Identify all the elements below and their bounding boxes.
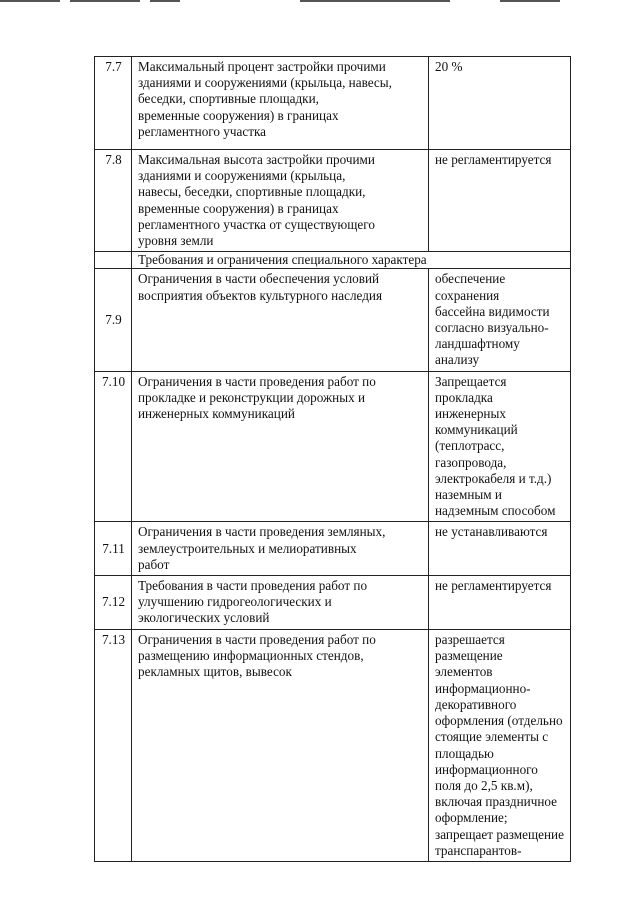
table-row xyxy=(95,150,571,252)
requirement-description xyxy=(132,630,429,862)
requirement-description xyxy=(132,150,429,252)
value-line: обеспечение xyxy=(435,271,506,287)
description-line: Ограничения в части проведения земляных, xyxy=(138,524,386,540)
requirement-description xyxy=(132,269,429,371)
value-line: размещение xyxy=(435,648,503,664)
value-line: транспарантов- xyxy=(435,842,522,858)
requirement-description xyxy=(132,576,429,630)
row-number: 7.10 xyxy=(95,371,132,522)
table-row xyxy=(95,57,571,150)
scan-edge-mark xyxy=(500,0,560,2)
scan-edge-mark xyxy=(300,0,450,2)
description-line: экологических условий xyxy=(138,610,270,626)
value-line: бассейна видимости xyxy=(435,303,550,319)
value-line: стоящие элементы с xyxy=(435,729,549,745)
row-number: 7.12 xyxy=(95,576,132,630)
table-row xyxy=(95,576,571,630)
row-number: 7.7 xyxy=(95,57,132,150)
row-number: 7.9 xyxy=(95,269,132,371)
description-line: работ xyxy=(138,556,170,572)
scan-edge-mark xyxy=(0,0,60,2)
value-line: газопровода, xyxy=(435,454,507,470)
value-line: оформление; xyxy=(435,810,508,826)
description-line: беседки, спортивные площадки, xyxy=(138,91,319,107)
table-row xyxy=(95,522,571,576)
value-line: сохранения xyxy=(435,287,500,303)
requirement-description xyxy=(132,522,429,576)
description-line: размещению информационных стендов, xyxy=(138,648,364,664)
requirement-value xyxy=(429,57,571,150)
value-line: информационного xyxy=(435,761,538,777)
regulations-table-body xyxy=(95,57,571,862)
requirement-value xyxy=(429,576,571,630)
value-line: Запрещается xyxy=(435,373,507,389)
description-line: Максимальный процент застройки прочими xyxy=(138,59,386,74)
value-line: не регламентируется xyxy=(435,152,552,167)
value-line: 20 % xyxy=(435,59,463,74)
value-line: элементов xyxy=(435,664,493,680)
table-row xyxy=(95,371,571,522)
requirement-value xyxy=(429,150,571,252)
description-line: инженерных коммуникаций xyxy=(138,406,295,422)
requirement-value xyxy=(429,522,571,576)
table-row xyxy=(95,269,571,371)
value-line: наземным и xyxy=(435,487,502,503)
value-line: не регламентируется xyxy=(435,578,552,594)
table-row xyxy=(95,630,571,862)
description-line: Максимальная высота застройки прочими xyxy=(138,152,375,167)
value-line: не устанавливаются xyxy=(435,524,548,540)
description-line: Ограничения в части обеспечения условий xyxy=(138,271,380,287)
value-line: прокладка xyxy=(435,389,493,405)
description-line: зданиями и сооружениями (крыльца, xyxy=(138,168,346,184)
description-line: зданиями и сооружениями (крыльца, навесы, xyxy=(138,75,392,91)
description-line: регламентного участка xyxy=(138,123,267,139)
value-line: разрешается xyxy=(435,632,505,648)
requirement-value xyxy=(429,630,571,862)
value-line: площадью xyxy=(435,745,494,761)
value-line: информационно- xyxy=(435,680,531,696)
section-heading: Требования и ограничения специального характера xyxy=(132,252,571,269)
requirement-description xyxy=(132,371,429,522)
value-line: запрещает размещение xyxy=(435,826,564,842)
value-line: декоративного xyxy=(435,696,517,712)
description-line: временные сооружения) в границах xyxy=(138,107,339,123)
value-line: включая праздничное xyxy=(435,794,558,810)
requirement-description xyxy=(132,57,429,150)
description-line: регламентного участка от существующего xyxy=(138,216,375,232)
scan-edge-mark xyxy=(70,0,140,2)
value-line: коммуникаций xyxy=(435,422,518,438)
value-line: инженерных xyxy=(435,406,506,422)
row-number: 7.11 xyxy=(95,522,132,576)
section-number-cell xyxy=(95,252,132,269)
description-line: навесы, беседки, спортивные площадки, xyxy=(138,184,366,200)
description-line: Ограничения в части проведения работ по xyxy=(138,632,376,648)
description-line: восприятия объектов культурного наследия xyxy=(138,287,383,303)
value-line: оформления (отдельно xyxy=(435,713,563,729)
value-line: поля до 2,5 кв.м), xyxy=(435,777,533,793)
row-number: 7.13 xyxy=(95,630,132,862)
description-line: землеустроительных и мелиоративных xyxy=(138,540,357,556)
description-line: уровня земли xyxy=(138,233,214,249)
requirement-value xyxy=(429,269,571,371)
scan-edge-mark xyxy=(150,0,180,2)
value-line: надземным способом xyxy=(435,503,556,519)
value-line: ландшафтному xyxy=(435,336,520,352)
section-row xyxy=(95,252,571,269)
description-line: временные сооружения) в границах xyxy=(138,200,339,216)
description-line: Требования в части проведения работ по xyxy=(138,578,368,594)
value-line: согласно визуально- xyxy=(435,320,549,336)
requirement-value xyxy=(429,371,571,522)
value-line: (теплотрасс, xyxy=(435,438,505,454)
value-line: электрокабеля и т.д.) xyxy=(435,470,552,486)
description-line: Ограничения в части проведения работ по xyxy=(138,373,376,389)
row-number: 7.8 xyxy=(95,150,132,252)
description-line: рекламных щитов, вывесок xyxy=(138,664,292,680)
description-line: прокладке и реконструкции дорожных и xyxy=(138,389,366,405)
value-line: анализу xyxy=(435,352,480,368)
description-line: улучшению гидрогеологических и xyxy=(138,594,332,610)
regulations-table xyxy=(94,56,571,862)
